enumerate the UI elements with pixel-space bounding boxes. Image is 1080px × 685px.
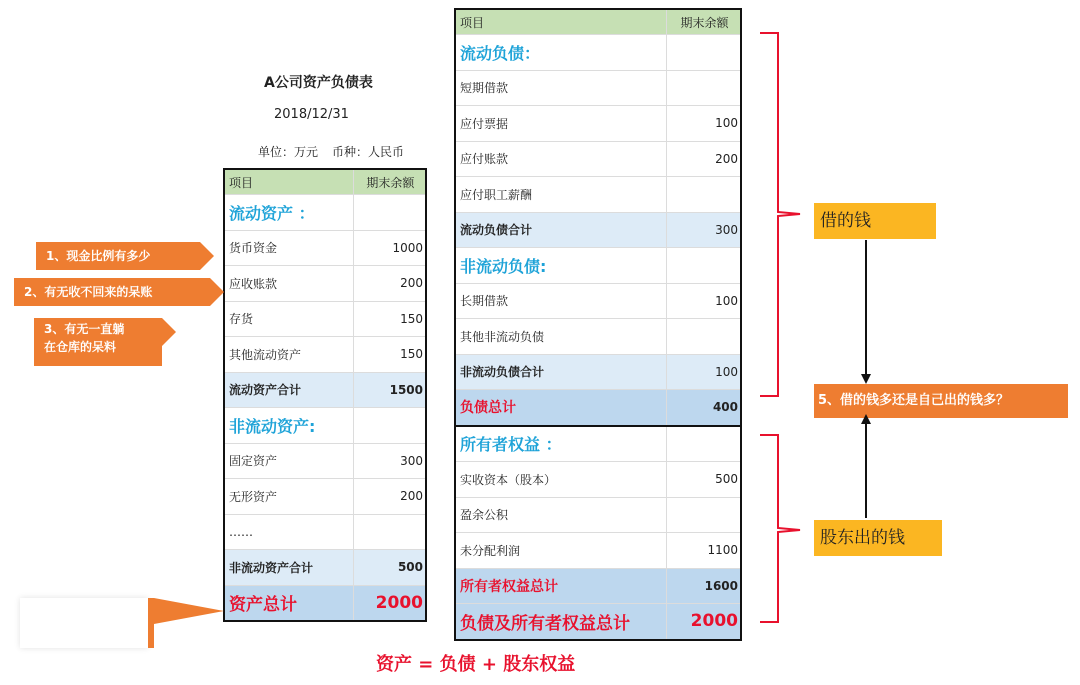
row-label: 其他非流动负债: [455, 319, 666, 355]
row-value: 200: [353, 479, 426, 515]
row-label: 资产总计: [224, 585, 353, 621]
section-title: 非流动负债:: [455, 248, 666, 284]
row-label: 所有者权益总计: [455, 568, 666, 604]
row-label: 应付职工薪酬: [455, 177, 666, 213]
row-label: 盈余公积: [455, 497, 666, 533]
equity-total-row: [455, 568, 741, 604]
row-label: 存货: [224, 301, 353, 337]
row-value: 1500: [353, 372, 426, 408]
row-value: [666, 319, 741, 355]
row-value: 100: [666, 106, 741, 142]
row-label: 非流动资产合计: [224, 550, 353, 586]
table-row: [224, 443, 426, 479]
row-label: ……: [224, 514, 353, 550]
assets-total-row: [224, 585, 426, 621]
liabilities-bracket: [758, 30, 808, 400]
arrow-down-icon: [858, 240, 874, 386]
row-label: 应付票据: [455, 106, 666, 142]
row-label: 应付账款: [455, 141, 666, 177]
section-title: 流动资产 ：: [224, 195, 353, 231]
blank-label-box: [20, 598, 148, 648]
section-current-liabilities: [455, 35, 741, 71]
row-label: 流动资产合计: [224, 372, 353, 408]
table-row: [224, 479, 426, 515]
callout-text-line1: 3、有无一直躺: [44, 322, 125, 336]
table-row: [224, 230, 426, 266]
row-value: 150: [353, 301, 426, 337]
row-label: 短期借款: [455, 70, 666, 106]
currency-label: 币种：人民币: [332, 145, 405, 159]
row-label: 负债总计: [455, 390, 666, 426]
row-label: 应收账款: [224, 266, 353, 302]
debt-vs-equity-question: 5、借的钱多还是自己出的钱多？: [814, 384, 1068, 418]
table-row: [455, 106, 741, 142]
row-value: 500: [666, 462, 741, 498]
callout-text: 2、有无收不回来的呆账: [24, 285, 153, 299]
section-noncurrent-assets: [224, 408, 426, 444]
row-value: [666, 497, 741, 533]
liabilities-total-row: [455, 390, 741, 426]
row-value: 100: [666, 283, 741, 319]
table-row: [224, 266, 426, 302]
row-label: 流动负债合计: [455, 212, 666, 248]
header-balance: 期末余额: [353, 169, 426, 195]
row-label: 货币资金: [224, 230, 353, 266]
callout-text: 1、现金比例有多少: [46, 249, 151, 263]
accounting-equation: 资产 = 负债 + 股东权益: [376, 654, 576, 675]
assets-table: [223, 168, 427, 622]
shareholder-money-tag: 股东出的钱: [814, 520, 942, 556]
row-label: 其他流动资产: [224, 337, 353, 373]
table-row: [455, 141, 741, 177]
table-row: [224, 514, 426, 550]
row-value: 1100: [666, 533, 741, 569]
section-title: 非流动资产:: [224, 408, 353, 444]
callout-bad-debt: [14, 278, 210, 306]
header-item: 项目: [224, 169, 353, 195]
report-title: A公司资产负债表: [264, 75, 373, 91]
table-row: [455, 283, 741, 319]
callout-text-line2: 在仓库的呆料: [44, 340, 117, 354]
row-value: 1000: [353, 230, 426, 266]
row-value: 150: [353, 337, 426, 373]
total-assets-pointer: [148, 598, 224, 648]
row-value: 200: [353, 266, 426, 302]
callout-cash-ratio: [36, 242, 200, 270]
row-label: 固定资产: [224, 443, 353, 479]
report-date: 2018/12/31: [274, 107, 349, 122]
table-row: [455, 70, 741, 106]
report-unit-line: [258, 143, 418, 160]
row-label: 无形资产: [224, 479, 353, 515]
subtotal-row: [455, 212, 741, 248]
header-balance: 期末余额: [666, 9, 741, 35]
row-value: 300: [666, 212, 741, 248]
callout-stale-inventory: [34, 318, 162, 366]
grand-total-row: [455, 604, 741, 640]
table-row: [224, 337, 426, 373]
liabilities-equity-table: [454, 8, 742, 641]
unit-label: 单位：万元: [258, 145, 319, 159]
section-current-assets: [224, 195, 426, 231]
section-title: 所有者权益 ：: [455, 426, 666, 462]
row-value: 500: [353, 550, 426, 586]
table-row: [224, 301, 426, 337]
subtotal-row: [224, 372, 426, 408]
arrow-up-icon: [858, 414, 874, 520]
row-label: 未分配利润: [455, 533, 666, 569]
section-title: 流动负债：: [455, 35, 666, 71]
subtotal-row: [455, 354, 741, 390]
table-header: [224, 169, 426, 195]
section-noncurrent-liabilities: [455, 248, 741, 284]
row-value: 200: [666, 141, 741, 177]
header-item: 项目: [455, 9, 666, 35]
row-value: [666, 70, 741, 106]
table-row: [455, 497, 741, 533]
row-label: 长期借款: [455, 283, 666, 319]
row-label: 非流动负债合计: [455, 354, 666, 390]
row-value: 2000: [353, 585, 426, 621]
row-value: 400: [666, 390, 741, 426]
subtotal-row: [224, 550, 426, 586]
row-value: 100: [666, 354, 741, 390]
table-row: [455, 177, 741, 213]
row-value: 2000: [666, 604, 741, 640]
row-value: [666, 177, 741, 213]
borrowed-money-tag: 借的钱: [814, 203, 936, 239]
row-label: 实收资本（股本）: [455, 462, 666, 498]
row-label: 负债及所有者权益总计: [455, 604, 666, 640]
section-equity: [455, 426, 741, 462]
equity-bracket: [758, 432, 808, 627]
row-value: 1600: [666, 568, 741, 604]
table-row: [455, 319, 741, 355]
table-row: [455, 533, 741, 569]
table-row: [455, 462, 741, 498]
row-value: 300: [353, 443, 426, 479]
table-header: [455, 9, 741, 35]
